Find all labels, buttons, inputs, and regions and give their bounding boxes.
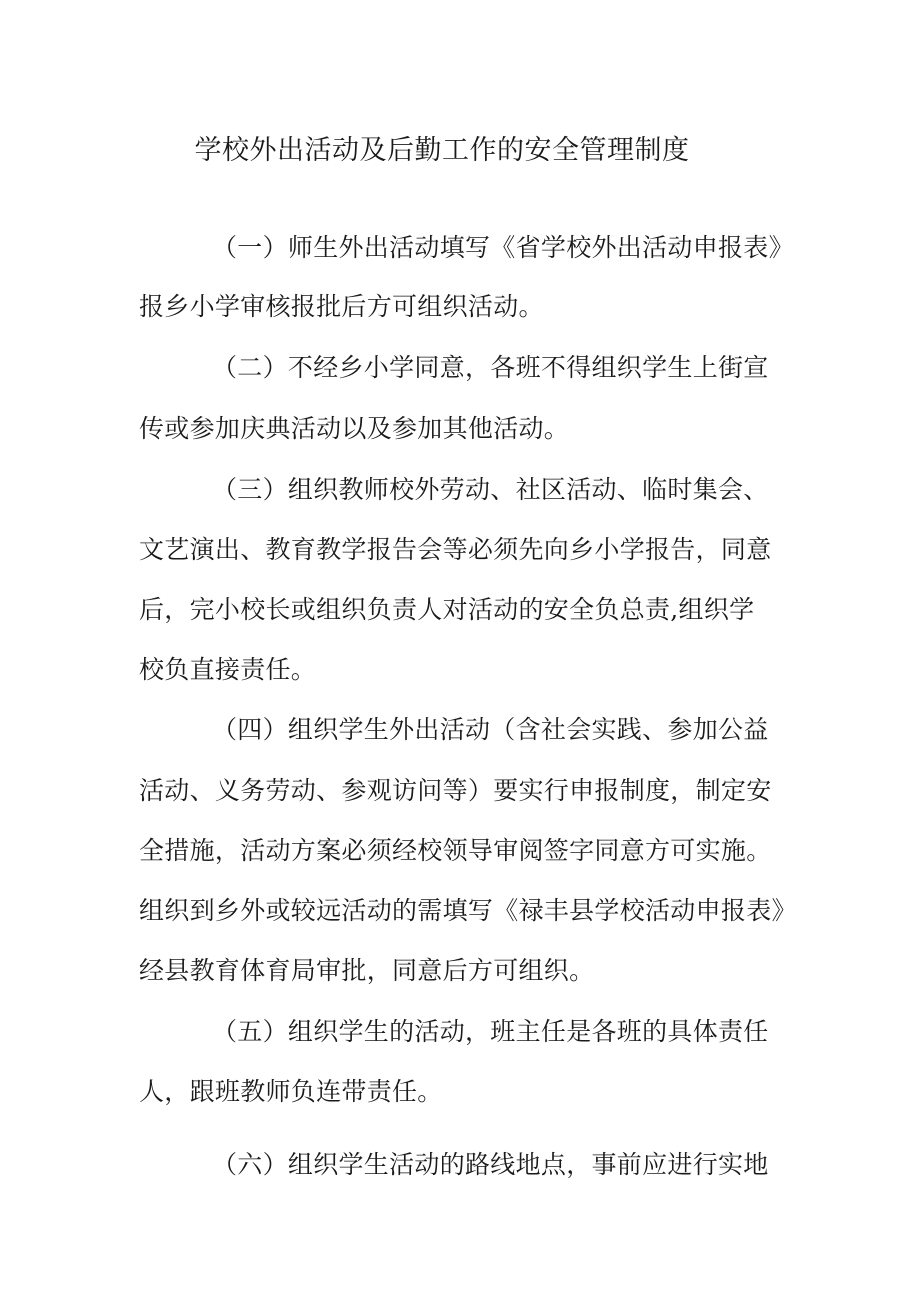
paragraph-3-line-1: （三）组织教师校外劳动、社区活动、临时集会、 — [212, 475, 769, 504]
paragraph-6-line-1: （六）组织学生活动的路线地点，事前应进行实地 — [212, 1150, 769, 1179]
paragraph-1-line-1: （一）师生外出活动填写《省学校外出活动申报表》 — [212, 233, 794, 262]
paragraph-3-line-3: 后，完小校长或组织负责人对活动的安全负总责,组织学 — [139, 595, 755, 624]
paragraph-4-line-5: 经县教育体育局审批，同意后方可组织。 — [139, 956, 595, 985]
paragraph-4-line-2: 活动、义务劳动、参观访问等）要实行申报制度，制定安 — [139, 776, 772, 805]
paragraph-5-line-1: （五）组织学生的活动，班主任是各班的具体责任 — [212, 1017, 769, 1046]
document-title: 学校外出活动及后勤工作的安全管理制度 — [194, 135, 690, 166]
paragraph-5-line-2: 人，跟班教师负连带责任。 — [139, 1077, 443, 1106]
paragraph-3-line-2: 文艺演出、教育教学报告会等必须先向乡小学报告，同意 — [139, 535, 772, 564]
paragraph-2-line-2: 传或参加庆典活动以及参加其他活动。 — [139, 414, 570, 443]
paragraph-4-line-1: （四）组织学生外出活动（含社会实践、参加公益 — [212, 715, 769, 744]
paragraph-4-line-4: 组织到乡外或较远活动的需填写《禄丰县学校活动申报表》 — [139, 896, 797, 925]
paragraph-4-line-3: 全措施，活动方案必须经校领导审阅签字同意方可实施。 — [139, 836, 772, 865]
paragraph-3-line-4: 校负直接责任。 — [139, 655, 317, 684]
paragraph-1-line-2: 报乡小学审核报批后方可组织活动。 — [139, 292, 544, 321]
paragraph-2-line-1: （二）不经乡小学同意，各班不得组织学生上街宣 — [212, 353, 769, 382]
